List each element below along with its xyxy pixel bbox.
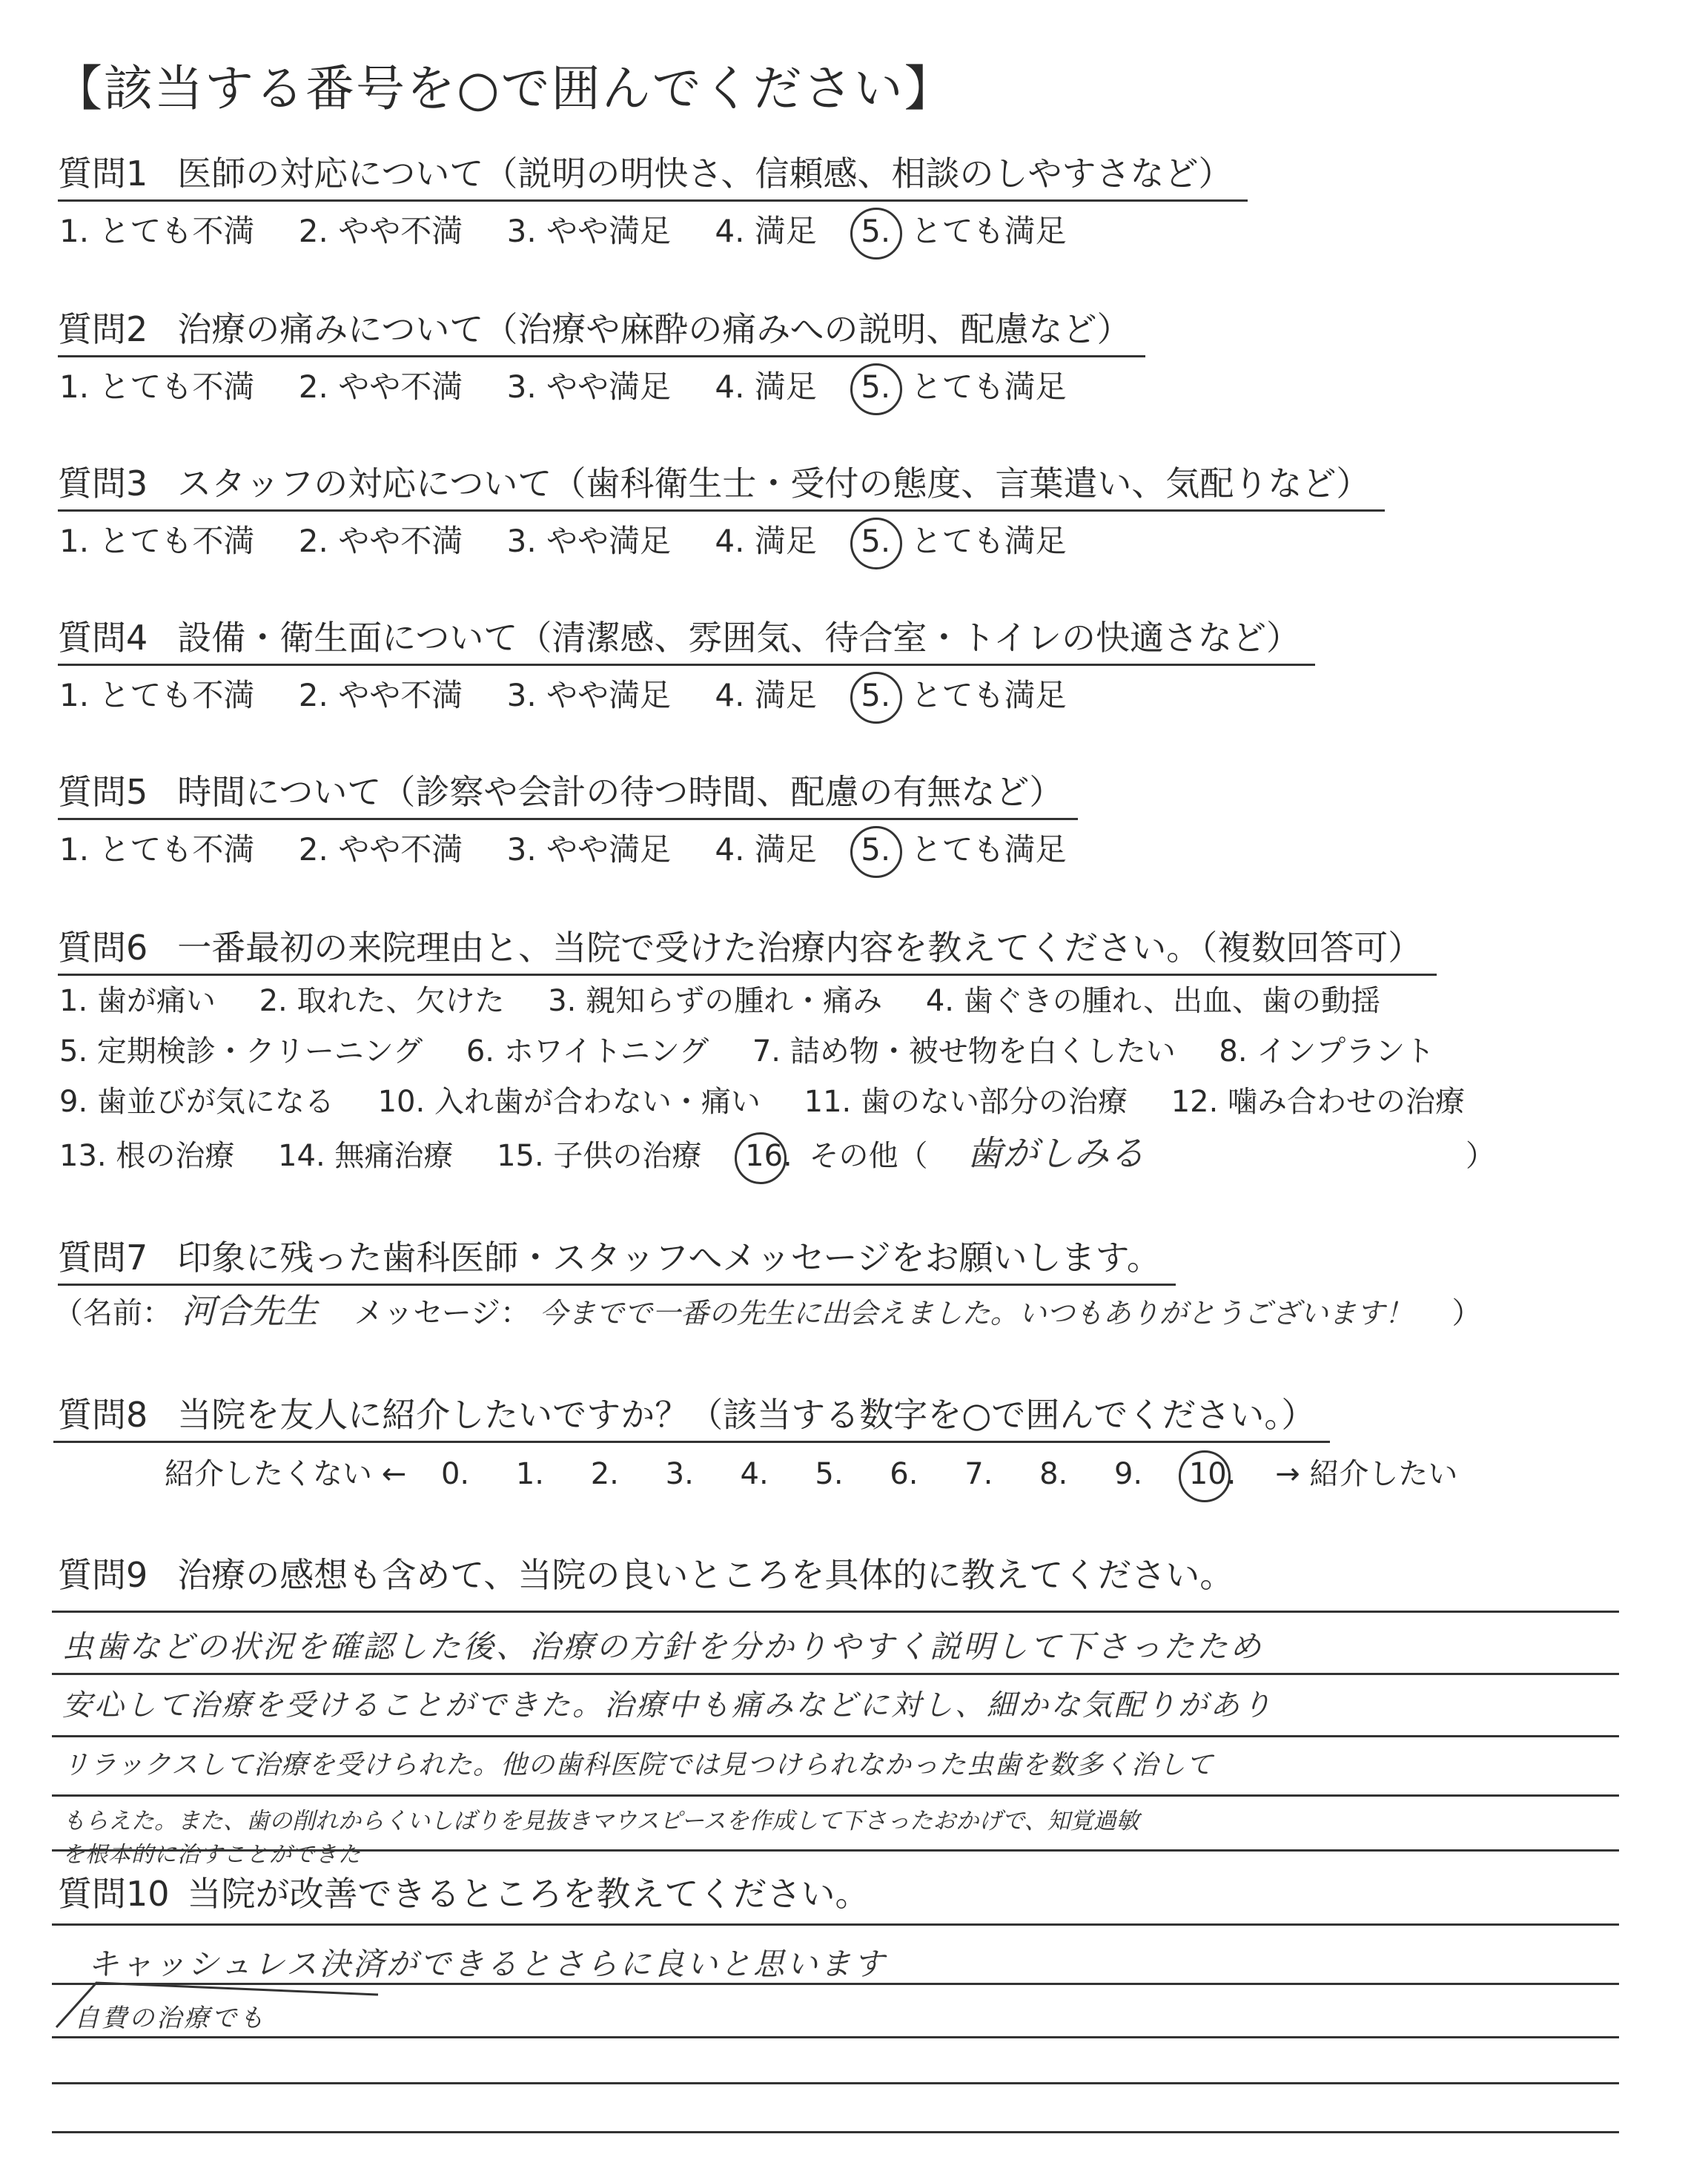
q9-answer-line-2[interactable]: 安心して治療を受けることができた。治療中も痛みなどに対し、細かな気配りがあり bbox=[62, 1688, 1274, 1723]
answer-line bbox=[52, 1794, 1619, 1797]
option-5-label: とても満足 bbox=[910, 523, 1067, 559]
question-3-options bbox=[59, 521, 1101, 562]
option-5-circled[interactable]: 5. bbox=[861, 366, 890, 408]
question-4 bbox=[58, 615, 1300, 660]
question-3-label: 質問3 bbox=[58, 463, 148, 503]
name-label: （名前： bbox=[53, 1296, 172, 1330]
reason-15[interactable]: 15. 子供の治療 bbox=[497, 1139, 702, 1173]
question-9 bbox=[58, 1553, 1234, 1597]
question-2-underline bbox=[58, 355, 1145, 357]
question-5-text: 時間について（診察や会計の待つ時間、配慮の有無など） bbox=[177, 772, 1064, 812]
question-4-text: 設備・衛生面について（清潔感、雰囲気、待合室・トイレの快適さなど） bbox=[177, 618, 1301, 658]
reason-14[interactable]: 14. 無痛治療 bbox=[278, 1139, 454, 1173]
option-4[interactable]: 4. 満足 bbox=[715, 213, 817, 249]
q10-answer-line-1[interactable]: キャッシュレス決済ができるとさらに良いと思います bbox=[87, 1946, 887, 1982]
scale-10-circled[interactable]: 10. bbox=[1189, 1453, 1237, 1495]
scale-left-label: 紹介したくない ← bbox=[165, 1457, 407, 1491]
reason-3[interactable]: 3. 親知らずの腫れ・痛み bbox=[548, 984, 883, 1018]
q9-answer-line-4[interactable]: もらえた。また、歯の削れからくいしばりを見抜きマウスピースを作成して下さったおかげで、知覚過敏 bbox=[62, 1808, 1139, 1834]
option-1[interactable]: 1. とても不満 bbox=[59, 831, 255, 868]
answer-line bbox=[52, 1735, 1619, 1737]
question-5-label: 質問5 bbox=[58, 772, 148, 812]
scale-4[interactable]: 4. bbox=[740, 1457, 769, 1491]
option-4[interactable]: 4. 満足 bbox=[715, 677, 817, 713]
option-3[interactable]: 3. やや満足 bbox=[506, 831, 672, 868]
reason-13[interactable]: 13. 根の治療 bbox=[59, 1139, 235, 1173]
option-5-label: とても満足 bbox=[910, 369, 1067, 405]
option-5-label: とても満足 bbox=[910, 213, 1067, 249]
question-4-label: 質問4 bbox=[58, 618, 148, 658]
question-7-underline bbox=[58, 1284, 1176, 1286]
q9-answer-line-5[interactable]: を根本的に治すことができた bbox=[62, 1842, 361, 1868]
other-reason-handwritten[interactable]: 歯がしみる bbox=[967, 1133, 1145, 1175]
question-1-label: 質問1 bbox=[58, 153, 148, 194]
question-2-options bbox=[59, 366, 1101, 408]
option-3[interactable]: 3. やや満足 bbox=[506, 523, 672, 559]
option-1[interactable]: 1. とても不満 bbox=[59, 369, 255, 405]
option-4[interactable]: 4. 満足 bbox=[715, 369, 817, 405]
reason-10[interactable]: 10. 入れ歯が合わない・痛い bbox=[377, 1085, 761, 1119]
scale-right-label: → 紹介したい bbox=[1275, 1457, 1458, 1491]
reason-5[interactable]: 5. 定期検診・クリーニング bbox=[59, 1034, 423, 1069]
question-8 bbox=[58, 1393, 1315, 1437]
reason-16-close: ） bbox=[1465, 1139, 1495, 1173]
reason-7[interactable]: 7. 詰め物・被せ物を白くしたい bbox=[752, 1034, 1176, 1069]
option-5-circled[interactable]: 5. bbox=[861, 829, 890, 871]
option-3[interactable]: 3. やや満足 bbox=[506, 369, 672, 405]
reason-6[interactable]: 6. ホワイトニング bbox=[466, 1034, 709, 1069]
message-handwritten[interactable]: 今までで一番の先生に出会えました。いつもありがとうございます！ bbox=[539, 1297, 1413, 1330]
question-6 bbox=[58, 925, 1422, 970]
question-6-underline bbox=[58, 974, 1437, 976]
scale-9[interactable]: 9. bbox=[1113, 1457, 1143, 1491]
option-2[interactable]: 2. やや不満 bbox=[298, 677, 463, 713]
question-2-text: 治療の痛みについて（治療や麻酔の痛みへの説明、配慮など） bbox=[177, 309, 1131, 349]
question-8-label: 質問8 bbox=[58, 1395, 148, 1435]
question-9-text: 治療の感想も含めて、当院の良いところを具体的に教えてください。 bbox=[177, 1555, 1234, 1595]
reason-2[interactable]: 2. 取れた、欠けた bbox=[259, 984, 505, 1018]
question-7 bbox=[58, 1235, 1161, 1280]
answer-line bbox=[52, 2036, 1619, 2038]
reason-16-circled[interactable]: 16. bbox=[745, 1135, 792, 1177]
option-1[interactable]: 1. とても不満 bbox=[59, 677, 255, 713]
reason-1[interactable]: 1. 歯が痛い bbox=[59, 984, 216, 1018]
reason-9[interactable]: 9. 歯並びが気になる bbox=[59, 1085, 334, 1119]
question-4-underline bbox=[58, 664, 1315, 666]
question-6-text: 一番最初の来院理由と、当院で受けた治療内容を教えてください。（複数回答可） bbox=[177, 928, 1423, 968]
question-5-options bbox=[59, 829, 1101, 871]
message-close: ） bbox=[1452, 1296, 1482, 1330]
answer-line bbox=[52, 2131, 1619, 2133]
question-7-answer bbox=[53, 1290, 1482, 1334]
option-5-circled[interactable]: 5. bbox=[861, 675, 890, 716]
question-10-text: 当院が改善できるところを教えてください。 bbox=[187, 1874, 870, 1914]
question-3-underline bbox=[58, 509, 1385, 512]
page-title: 【該当する番号を○で囲んでください】 bbox=[53, 60, 955, 117]
option-2[interactable]: 2. やや不満 bbox=[298, 369, 463, 405]
question-8-underline bbox=[53, 1441, 1330, 1443]
scale-0[interactable]: 0. bbox=[440, 1457, 470, 1491]
question-10-label: 質問10 bbox=[58, 1874, 170, 1914]
question-10 bbox=[58, 1872, 870, 1916]
question-6-row-3 bbox=[59, 1081, 1499, 1123]
answer-line bbox=[52, 1673, 1619, 1675]
question-7-text: 印象に残った歯科医師・スタッフへメッセージをお願いします。 bbox=[177, 1238, 1161, 1278]
question-5 bbox=[58, 770, 1063, 814]
option-5-circled[interactable]: 5. bbox=[861, 521, 890, 562]
option-3[interactable]: 3. やや満足 bbox=[506, 213, 672, 249]
option-5-label: とても満足 bbox=[910, 677, 1067, 713]
handwritten-arrow-mark bbox=[52, 1974, 378, 2033]
question-4-options bbox=[59, 675, 1101, 716]
scale-1[interactable]: 1. bbox=[515, 1457, 545, 1491]
question-1-text: 医師の対応について（説明の明快さ、信頼感、相談のしやすさなど） bbox=[177, 153, 1233, 194]
question-6-row-4 bbox=[59, 1133, 1529, 1177]
scale-6[interactable]: 6. bbox=[890, 1457, 918, 1491]
question-1 bbox=[58, 151, 1233, 196]
recommend-scale bbox=[165, 1453, 1492, 1495]
name-handwritten[interactable]: 河合先生 bbox=[181, 1291, 318, 1331]
message-label: メッセージ： bbox=[354, 1296, 531, 1330]
question-8-text: 当院を友人に紹介したいですか？（該当する数字を○で囲んでください。） bbox=[177, 1395, 1316, 1435]
question-6-label: 質問6 bbox=[58, 928, 148, 968]
reason-4[interactable]: 4. 歯ぐきの腫れ、出血、歯の動揺 bbox=[925, 984, 1381, 1018]
question-1-options bbox=[59, 211, 1101, 252]
scale-3[interactable]: 3. bbox=[665, 1457, 694, 1491]
option-2[interactable]: 2. やや不満 bbox=[298, 213, 463, 249]
question-1-underline bbox=[58, 199, 1248, 202]
reason-12[interactable]: 12. 噛み合わせの治療 bbox=[1171, 1085, 1466, 1119]
question-7-label: 質問7 bbox=[58, 1238, 148, 1278]
scale-8[interactable]: 8. bbox=[1039, 1457, 1068, 1491]
option-4[interactable]: 4. 満足 bbox=[715, 831, 817, 868]
question-2-label: 質問2 bbox=[58, 309, 148, 349]
question-6-row-2 bbox=[59, 1031, 1469, 1072]
reason-16-label: その他（ bbox=[809, 1139, 928, 1173]
reason-8[interactable]: 8. インプラント bbox=[1219, 1034, 1435, 1069]
question-5-underline bbox=[58, 818, 1078, 820]
option-1[interactable]: 1. とても不満 bbox=[59, 213, 255, 249]
option-3[interactable]: 3. やや満足 bbox=[506, 677, 672, 713]
question-6-row-1 bbox=[59, 980, 1414, 1022]
scale-2[interactable]: 2. bbox=[590, 1457, 619, 1491]
question-3 bbox=[58, 461, 1370, 506]
answer-line bbox=[52, 1923, 1619, 1926]
answer-line bbox=[52, 1611, 1619, 1613]
option-2[interactable]: 2. やや不満 bbox=[298, 831, 463, 868]
option-5-circled[interactable]: 5. bbox=[861, 211, 890, 252]
scale-5[interactable]: 5. bbox=[815, 1457, 844, 1491]
scale-7[interactable]: 7. bbox=[964, 1457, 993, 1491]
question-9-label: 質問9 bbox=[58, 1555, 148, 1595]
option-4[interactable]: 4. 満足 bbox=[715, 523, 817, 559]
question-2 bbox=[58, 307, 1131, 351]
q9-answer-line-3[interactable]: リラックスして治療を受けられた。他の歯科医院では見つけられなかった虫歯を数多く治して bbox=[62, 1750, 1214, 1780]
reason-11[interactable]: 11. 歯のない部分の治療 bbox=[804, 1085, 1128, 1119]
option-2[interactable]: 2. やや不満 bbox=[298, 523, 463, 559]
q10-answer-line-2[interactable]: 自費の治療でも bbox=[74, 2004, 266, 2033]
option-5-label: とても満足 bbox=[910, 831, 1067, 868]
option-1[interactable]: 1. とても不満 bbox=[59, 523, 255, 559]
question-3-text: スタッフの対応について（歯科衛生士・受付の態度、言葉遣い、気配りなど） bbox=[177, 463, 1371, 503]
q9-answer-line-1[interactable]: 虫歯などの状況を確認した後、治療の方針を分かりやすく説明して下さったため bbox=[62, 1628, 1264, 1665]
answer-line bbox=[52, 2082, 1619, 2084]
